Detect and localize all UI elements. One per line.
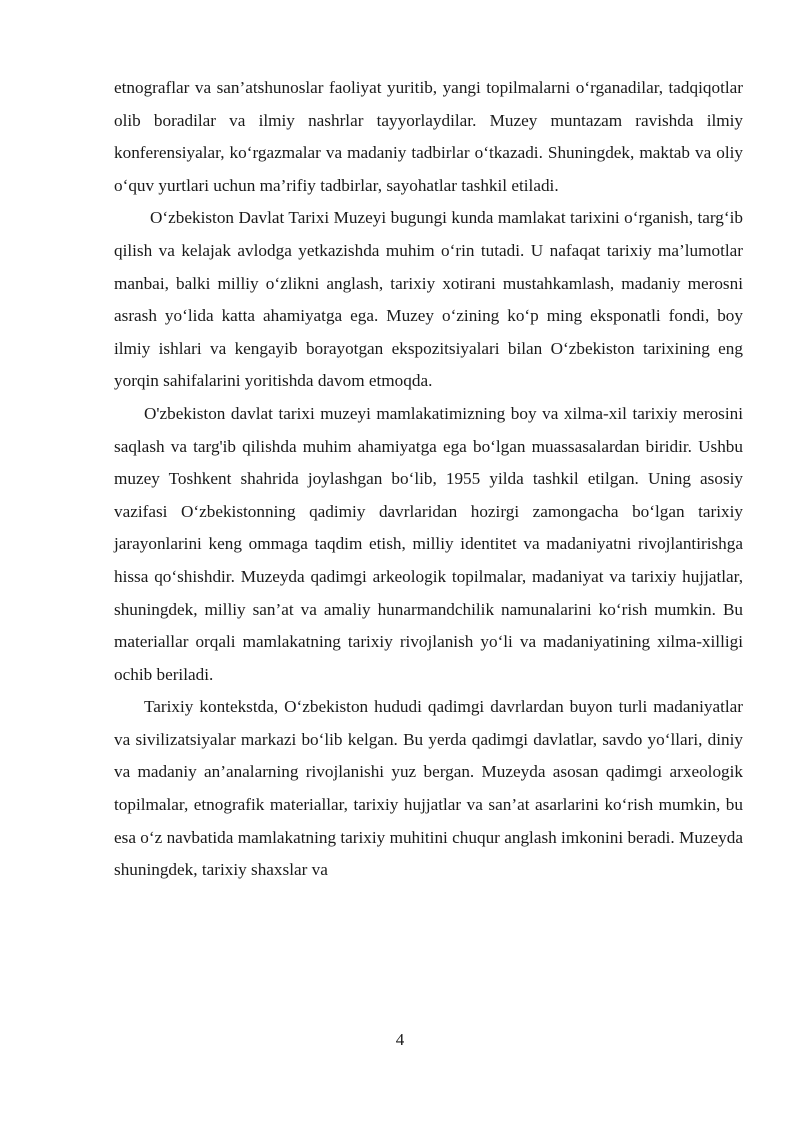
paragraph-museum-history: O'zbekiston davlat tarixi muzeyi mamlakatimizning boy va xilma-xil tarixiy merosini saqlash va targ'ib qilishda muhim ahamiyatga ega bo‘lgan muassasalardan biridir. Ushbu muzey Toshkent shahrida joylashgan bo‘lib, 1955 yilda tashkil etilgan. Uning asosiy vazifasi O‘zbekistonning qadimiy davrlaridan hozirgi zamongacha bo‘lgan tarixiy jarayonlarini keng ommaga taqdim etish, milliy identitet va madaniyatni rivojlantirishga hissa qo‘shishdir. Muzeyda qadimgi arkeologik topilmalar, madaniyat va tarixiy hujjatlar, shuningdek, milliy san’at va amaliy hunarmandchilik namunalarini ko‘rish mumkin. Bu materiallar orqali mamlakatning tarixiy rivojlanish yo‘li va madaniyatining xilma-xilligi ochib beriladi. bbox=[114, 403, 743, 684]
paragraph-continuation: etnograflar va san’atshunoslar faoliyat yuritib, yangi topilmalarni o‘rganadilar, tadqiqotlar olib boradilar va ilmiy nashrlar tayyorlaydilar. Muzey muntazam ravishda ilmiy konferensiyalar, ko‘rgazmalar va madaniy tadbirlar o‘tkazadi. Shuningdek, maktab va oliy o‘quv yurtlari uchun ma’rifiy tadbirlar, sayohatlar tashkil etiladi. bbox=[114, 78, 743, 195]
paragraph-historical-context: Tarixiy kontekstda, O‘zbekiston hududi qadimgi davrlardan buyon turli madaniyatlar va sivilizatsiyalar markazi bo‘lib kelgan. Bu yerda qadimgi davlatlar, savdo yo‘llari, diniy va madaniy an’analarning rivojlanishi yuz bergan. Muzeyda asosan qadimgi arxeologik topilmalar, etnografik materiallar, tarixiy hujjatlar va san’at asarlarini ko‘rish mumkin, bu esa o‘z navbatida mamlakatning tarixiy muhitini chuqur anglash imkonini beradi. Muzeyda shuningdek, tarixiy shaxslar va bbox=[114, 697, 743, 880]
page-number: 4 bbox=[395, 1030, 405, 1049]
document-body bbox=[114, 72, 743, 887]
paragraph-museum-role: O‘zbekiston Davlat Tarixi Muzeyi bugungi kunda mamlakat tarixini o‘rganish, targ‘ib qilish va kelajak avlodga yetkazishda muhim o‘rin tutadi. U nafaqat tarixiy ma’lumotlar manbai, balki milliy o‘zlikni anglash, tarixiy xotirani mustahkamlash, madaniy merosni asrash yo‘lida katta ahamiyatga ega. Muzey o‘zining ko‘p ming eksponatli fondi, boy ilmiy ishlari va kengayib borayotgan ekspozitsiyalari bilan O‘zbekiston tarixining eng yorqin sahifalarini yoritishda davom etmoqda. bbox=[114, 208, 743, 391]
